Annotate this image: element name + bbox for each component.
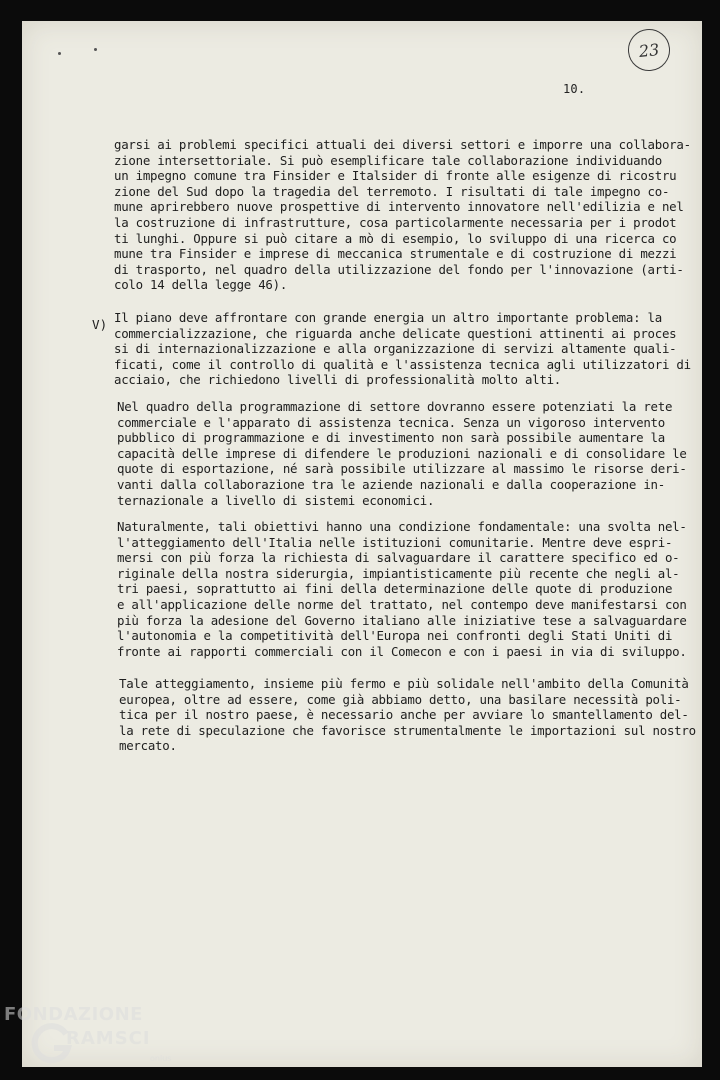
paragraph-3: Nel quadro della programmazione di settore dovranno essere potenziati la rete commerciale e l'apparato di assistenza tecnica. Senza un vigoroso intervento pubblico di programmazione e di investimento non sarà possibile aumentare la capacità delle imprese di difendere le produzioni nazionali e di consolidare le quote di esportazione, né sarà possibile utilizzare al massimo le risorse deri- vanti dalla collaborazione tra le aziende nazionali e dalla cooperazione in- ternazionale a livello di sistemi economici. [117,399,687,508]
paragraph-2: Il piano deve affrontare con grande energia un altro importante problema: la commercializzazione, che riguarda anche delicate questioni attinenti ai proces si di internazionalizzazione e alla organizzazione di servizi altamente quali- ficati, come il controllo di qualità e l'assistenza tecnica agli utilizzatori di acciaio, che richiedono livelli di professionalità molto alti. [114,310,691,388]
paragraph-1: garsi ai problemi specifici attuali dei diversi settori e imporre una collabora- zione intersettoriale. Si può esemplificare tale collaborazione individuando un impegno comune tra Finsider e Italsider di fronte alle esigenze di ricostru zione del Sud dopo la tragedia del terremoto. I risultati di tale impegno co- mune aprirebbero nuove prospettive di intervento innovatore nell'edilizia e nel la costruzione di infrastrutture, cosa particolarmente necessaria per i prodot ti lunghi. Oppure si può citare a mò di esempio, lo sviluppo di una ricerca co mune tra Finsider e imprese di meccanica strumentale e di costruzione di mezzi di trasporto, nel quadro della utilizzazione del fondo per l'innovazione (arti- colo 14 della legge 46). [114,137,691,293]
fondazione-gramsci-watermark [4,1000,204,1076]
paragraph-4: Naturalmente, tali obiettivi hanno una condizione fondamentale: una svolta nel- l'atteggiamento dell'Italia nelle istituzioni comunitarie. Mentre deve espri- mersi con più forza la richiesta di salvaguardare il carattere specifico ed o- riginale della nostra siderurgia, impiantisticamente più recente che negli al- tri paesi, soprattutto ai fini della determinazione delle quote di produzione e all'applicazione delle norme del trattato, nel contempo deve manifestarsi con più forza la adesione del Governo italiano alle iniziative tese a salvaguardare l'autonomia e la competitività dell'Europa nei confronti degli Stati Uniti di fronte ai rapporti commerciali con il Comecon e con i paesi in via di sviluppo. [117,519,687,659]
speck-mark [94,48,97,51]
watermark-subtitle: onlus [150,1054,172,1063]
document-page [22,21,702,1067]
paragraph-5: Tale atteggiamento, insieme più fermo e più solidale nell'ambito della Comunità europea, oltre ad essere, come già abbiamo detto, una basilare necessità poli- tica per il nostro paese, è necessario anche per avviare lo smantellamento del- la rete di speculazione che favorisce strumentalmente le importazioni sul nostro mercato. [119,676,696,754]
page-number: 10. [563,82,586,96]
watermark-line-1: FONDAZIONE [4,1004,143,1025]
archive-page-stamp-number: 23 [637,39,661,61]
archive-page-stamp [626,27,672,73]
watermark-line-2: RAMSCI [66,1028,151,1049]
section-marker: V) [92,317,108,332]
speck-mark [58,52,61,55]
